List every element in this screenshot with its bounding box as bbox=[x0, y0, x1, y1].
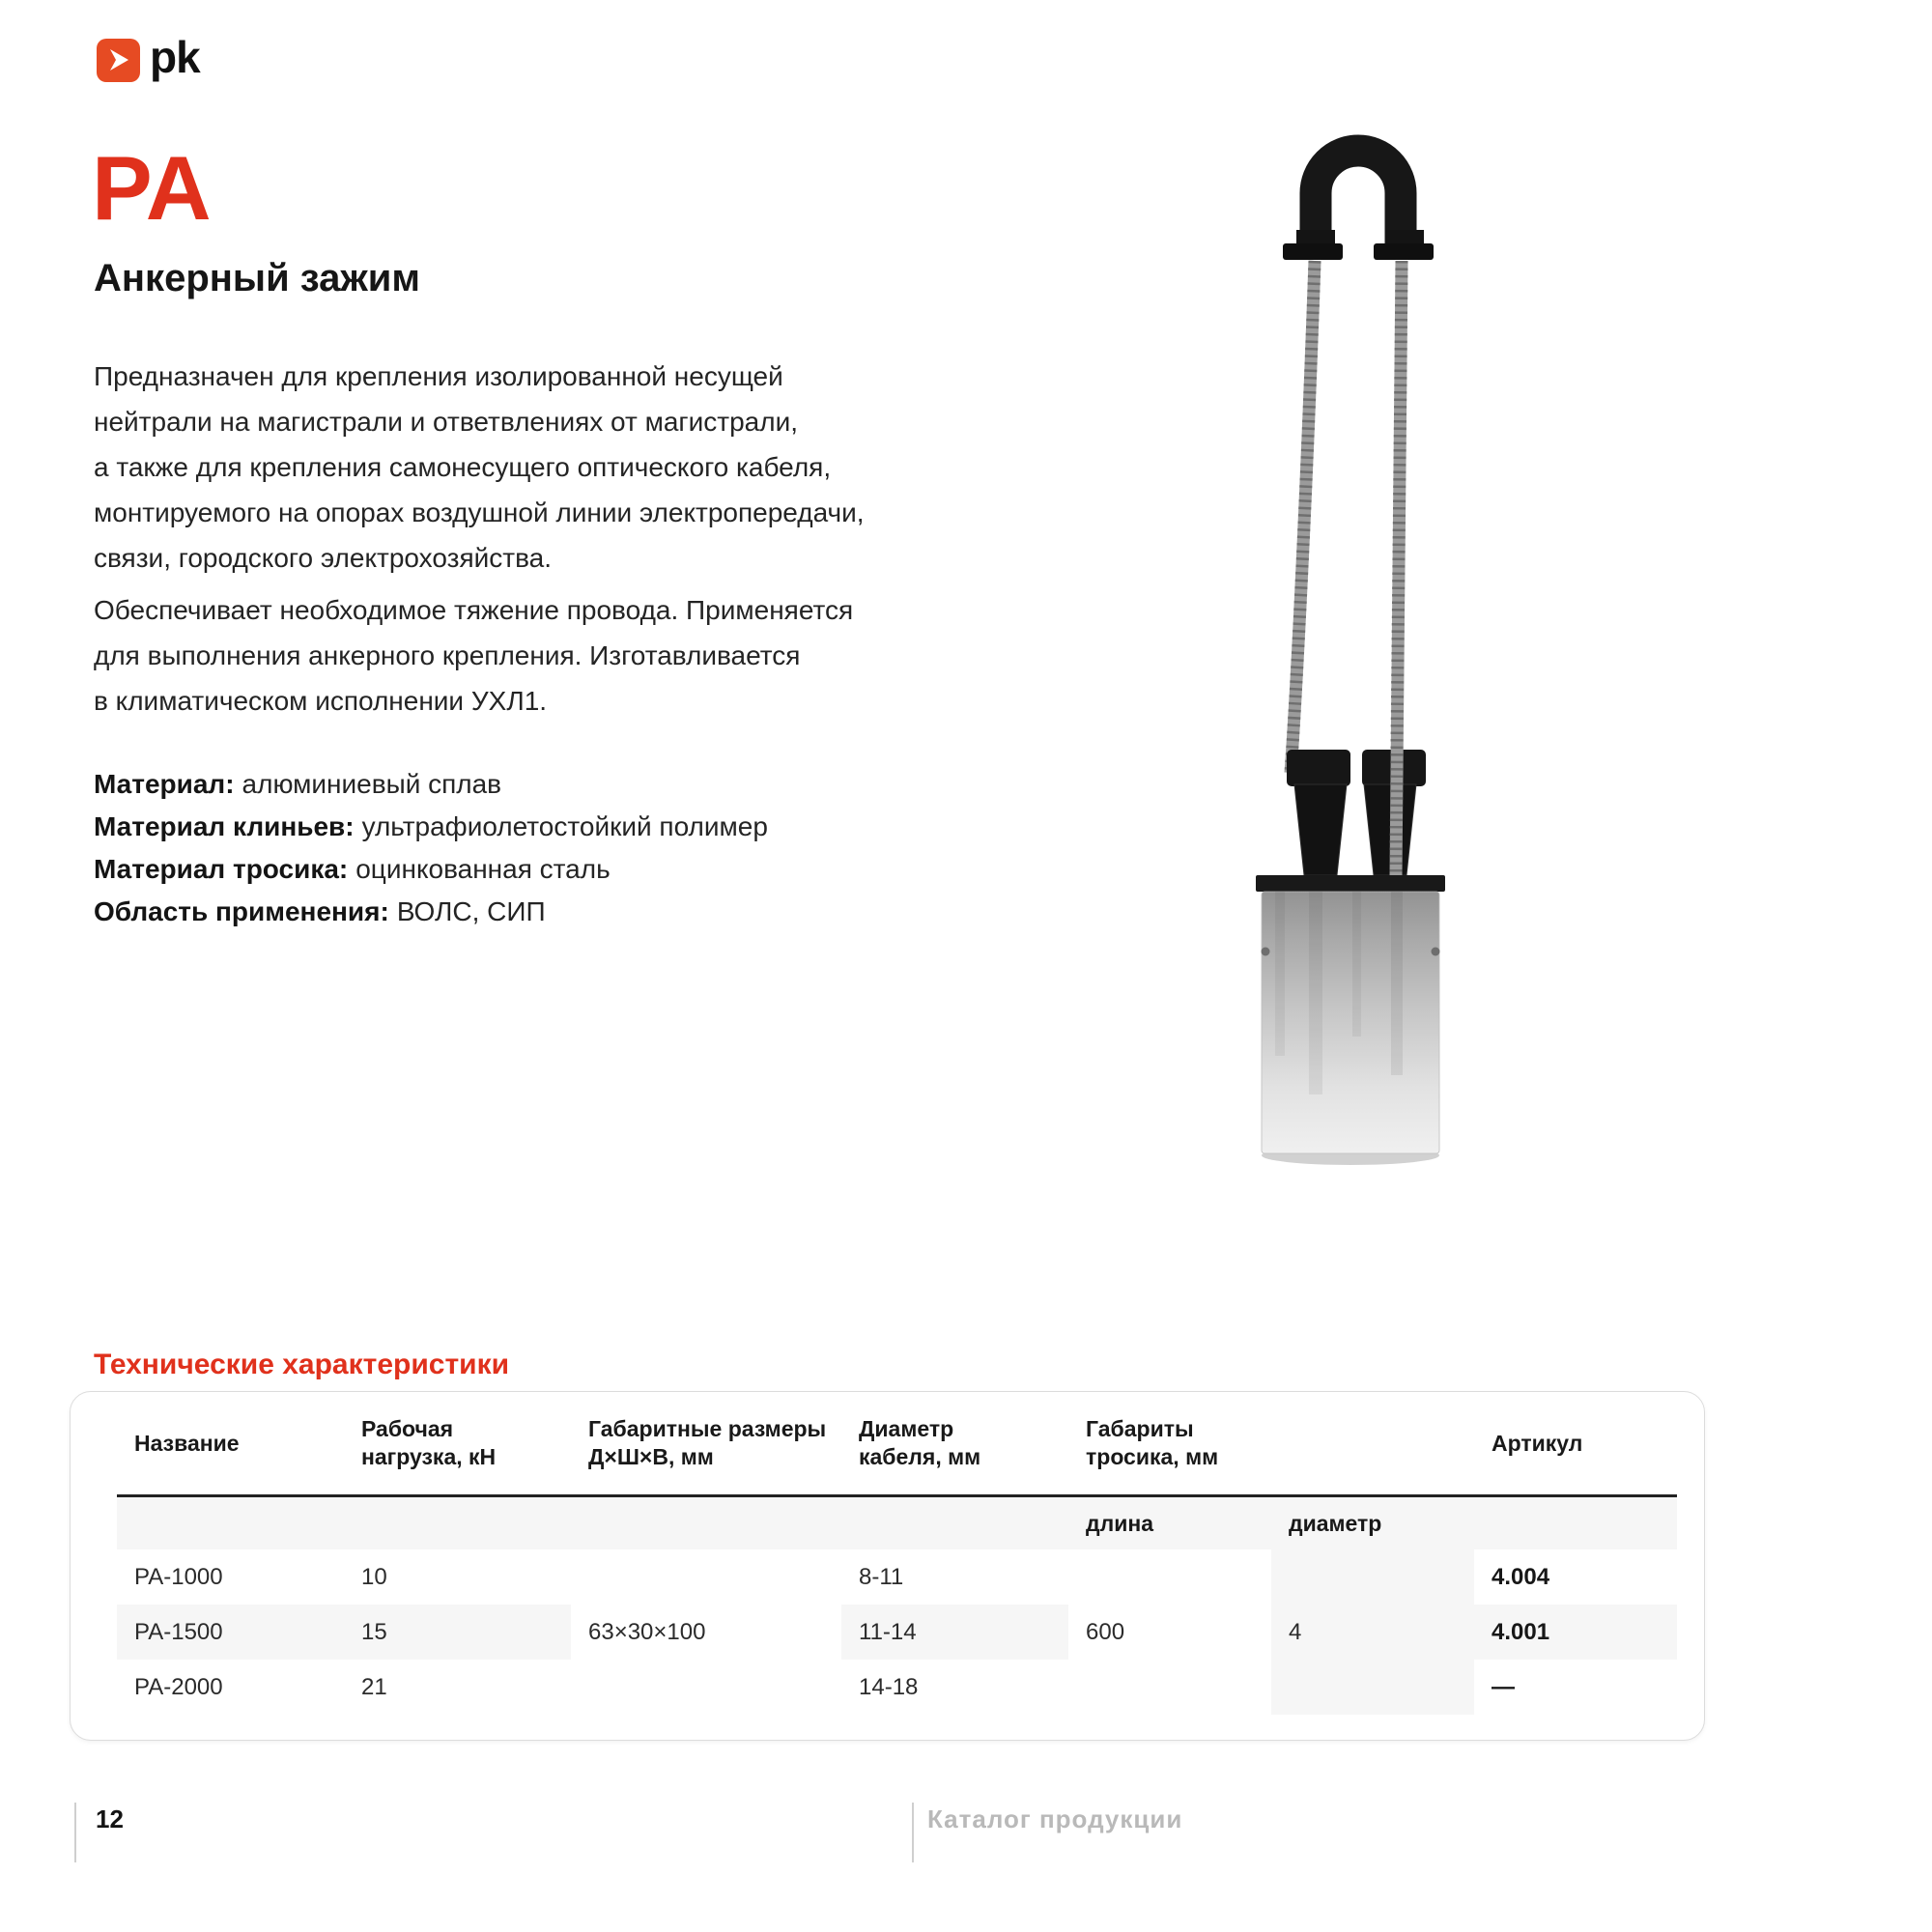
product-code: PA bbox=[92, 137, 212, 239]
attribute-value: ВОЛС, СИП bbox=[396, 896, 546, 926]
description-line: Предназначен для крепления изолированной несущей bbox=[94, 361, 783, 391]
col-header-dimensions: Габаритные размеры Д×Ш×В, мм bbox=[588, 1416, 827, 1469]
table-row bbox=[117, 1605, 1677, 1660]
cell-rope-length bbox=[1068, 1549, 1271, 1605]
col-header-spacer bbox=[1291, 1392, 1474, 1494]
cell-name: PA-2000 bbox=[134, 1673, 223, 1700]
cell-rope-diameter: 4 bbox=[1271, 1605, 1474, 1660]
cell-article: 4.004 bbox=[1492, 1563, 1550, 1590]
col-header-cable-diameter: Диаметр кабеля, мм bbox=[859, 1416, 981, 1469]
attribute-value: алюминиевый сплав bbox=[242, 769, 502, 799]
description-line: для выполнения анкерного крепления. Изготавливается bbox=[94, 640, 801, 670]
product-description-paragraph-1 bbox=[94, 354, 865, 581]
subcol-length: длина bbox=[1086, 1510, 1154, 1536]
cell-dimensions: 63×30×100 bbox=[588, 1618, 706, 1645]
attribute-label: Материал тросика: bbox=[94, 854, 349, 884]
description-line: монтируемого на опорах воздушной линии электропередачи, bbox=[94, 497, 865, 527]
cell-rope-diameter bbox=[1271, 1549, 1474, 1605]
footer-label: Каталог продукции bbox=[927, 1804, 1183, 1833]
description-line: в климатическом исполнении УХЛ1. bbox=[94, 686, 548, 716]
attribute-label: Материал клиньев: bbox=[94, 811, 355, 841]
attribute-row bbox=[94, 891, 768, 933]
cell-load: 21 bbox=[361, 1673, 387, 1700]
table-header-row bbox=[117, 1392, 1677, 1497]
cell-name: PA-1500 bbox=[117, 1605, 344, 1660]
cell-rope-diameter bbox=[1271, 1660, 1474, 1715]
cell-dimensions bbox=[571, 1660, 841, 1715]
description-line: связи, городского электрохозяйства. bbox=[94, 543, 553, 573]
cell-load: 10 bbox=[361, 1563, 387, 1590]
col-header-rope: Габариты тросика, мм bbox=[1086, 1416, 1219, 1469]
footer-page-number-block bbox=[74, 1803, 124, 1862]
cell-cable-diameter: 14-18 bbox=[859, 1673, 919, 1700]
attribute-label: Материал: bbox=[94, 769, 235, 799]
description-line: Обеспечивает необходимое тяжение провода. Применяется bbox=[94, 595, 854, 625]
footer-divider bbox=[74, 1803, 76, 1862]
cell-load: 15 bbox=[344, 1605, 571, 1660]
table-row bbox=[117, 1549, 1677, 1605]
footer-catalog-block bbox=[912, 1803, 1182, 1862]
col-header-load: Рабочая нагрузка, кН bbox=[361, 1416, 497, 1469]
table-row bbox=[117, 1660, 1677, 1715]
attribute-label: Область применения: bbox=[94, 896, 389, 926]
cell-article: 4.001 bbox=[1474, 1605, 1677, 1660]
cell-name: PA-1000 bbox=[134, 1563, 223, 1590]
spec-table bbox=[70, 1391, 1705, 1741]
logo-text: pk bbox=[150, 32, 200, 82]
col-header-name: Название bbox=[134, 1430, 240, 1456]
cell-article: — bbox=[1492, 1673, 1515, 1700]
product-name: Анкерный зажим bbox=[94, 257, 420, 299]
anchor-clamp-illustration bbox=[1208, 97, 1690, 1217]
arrow-right-icon bbox=[97, 39, 140, 82]
attribute-value: оцинкованная сталь bbox=[355, 854, 611, 884]
cell-cable-diameter: 8-11 bbox=[859, 1563, 904, 1590]
description-line: нейтрали на магистрали и ответвлениях от магистрали, bbox=[94, 407, 798, 437]
subcol-diameter: диаметр bbox=[1289, 1510, 1382, 1536]
footer-divider bbox=[912, 1803, 914, 1862]
description-line: а также для крепления самонесущего оптического кабеля, bbox=[94, 452, 832, 482]
col-header-article: Артикул bbox=[1492, 1430, 1583, 1456]
table-subheader-row bbox=[117, 1497, 1677, 1549]
attribute-row bbox=[94, 763, 768, 806]
attribute-row bbox=[94, 848, 768, 891]
cell-cable-diameter: 11-14 bbox=[841, 1605, 1068, 1660]
attribute-value: ультрафиолетостойкий полимер bbox=[361, 811, 768, 841]
attribute-row bbox=[94, 806, 768, 848]
brand-logo bbox=[97, 32, 200, 85]
product-description-paragraph-2 bbox=[94, 587, 853, 724]
cell-rope-length bbox=[1068, 1660, 1271, 1715]
cell-dimensions bbox=[571, 1549, 841, 1605]
cell-rope-length: 600 bbox=[1086, 1618, 1125, 1645]
product-attributes bbox=[94, 763, 768, 933]
product-photo bbox=[1208, 97, 1690, 1217]
section-title: Технические характеристики bbox=[94, 1349, 510, 1380]
page-number: 12 bbox=[96, 1804, 124, 1833]
